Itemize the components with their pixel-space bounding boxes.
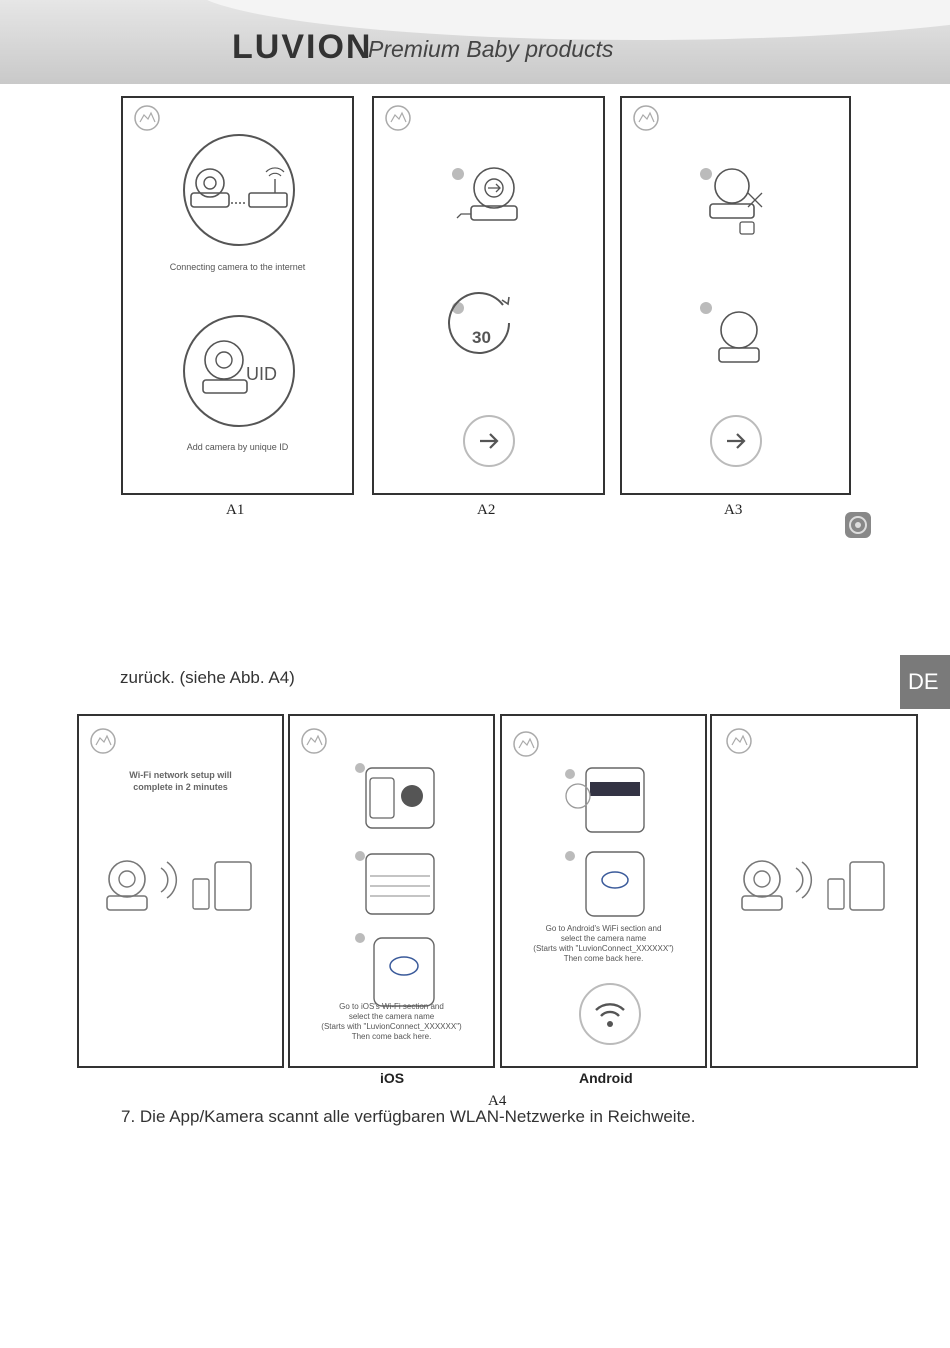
- screen-a1-art: [123, 98, 352, 493]
- android-instruction-3: (Starts with "LuvionConnect_XXXXXX"): [533, 944, 674, 953]
- screen-a1: [121, 96, 354, 495]
- body-text-reference-a4: zurück. (siehe Abb. A4): [120, 668, 295, 687]
- screen-a4-connected: [710, 714, 918, 1068]
- brand-tagline: Premium Baby products: [368, 36, 614, 62]
- screen-a4-android: [500, 714, 707, 1068]
- screen-a4-connected-art: [712, 716, 916, 1066]
- language-tab-label: DE: [908, 669, 939, 694]
- screen-a4-ios: [288, 714, 495, 1068]
- wifi-setup-text-1: Wi-Fi network setup will: [129, 770, 232, 780]
- android-instruction-4: Then come back here.: [563, 954, 644, 963]
- screen-a2-art: [374, 98, 603, 493]
- brand-logo: LUVION: [232, 28, 373, 66]
- screen-a3: [620, 96, 851, 495]
- add-by-uid-option[interactable]: Add camera by unique ID: [186, 442, 289, 452]
- screen-a2: [372, 96, 605, 495]
- ios-instruction-1: Go to iOS's Wi-Fi section and: [339, 1002, 444, 1011]
- connect-camera-option[interactable]: Connecting camera to the internet: [169, 262, 306, 272]
- os-label-android: Android: [579, 1070, 633, 1086]
- android-instruction-1: Go to Android's WiFi section and: [545, 924, 662, 933]
- page-header: [0, 0, 950, 84]
- screen-a4-android-art: [502, 716, 705, 1066]
- figure-label-a1: A1: [226, 502, 245, 518]
- uid-badge: UID: [246, 364, 277, 384]
- screen-a4-wifi-setup-art: [79, 716, 282, 1066]
- settings-gear-icon[interactable]: [845, 512, 871, 538]
- ios-instruction-3: (Starts with "LuvionConnect_XXXXXX"): [321, 1022, 462, 1031]
- timer-30-icon: 30: [472, 328, 491, 347]
- ios-instruction-2: select the camera name: [348, 1012, 435, 1021]
- language-tab-de: [900, 655, 950, 709]
- android-instruction-2: select the camera name: [560, 934, 647, 943]
- figure-label-a2: A2: [477, 502, 496, 518]
- wifi-setup-text-2: complete in 2 minutes: [133, 782, 228, 792]
- figure-label-a3: A3: [724, 502, 743, 518]
- body-text-step-7: 7. Die App/Kamera scannt alle verfügbaren WLAN-Netzwerke in Reichweite.: [121, 1107, 696, 1126]
- os-label-ios: iOS: [380, 1070, 405, 1086]
- screen-a4-wifi-setup: [77, 714, 284, 1068]
- ios-instruction-4: Then come back here.: [351, 1032, 432, 1041]
- figure-label-a4: A4: [488, 1093, 507, 1109]
- screen-a3-art: [622, 98, 849, 493]
